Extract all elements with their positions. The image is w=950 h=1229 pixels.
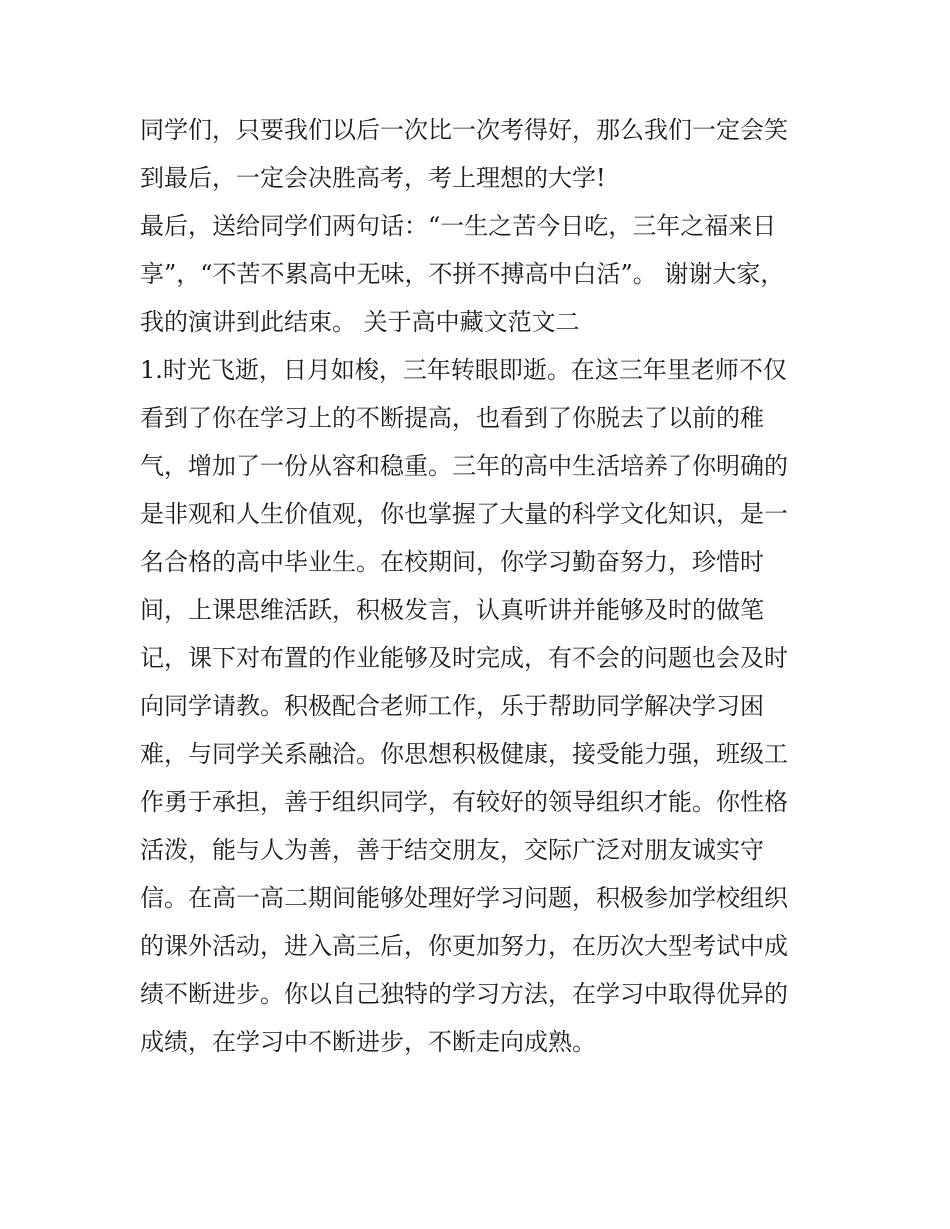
body-text — [140, 106, 830, 1066]
text-line: 同学们，只要我们以后一次比一次考得好，那么我们一定会笑 — [140, 116, 788, 144]
text-line: 记，课下对布置的作业能够及时完成，有不会的问题也会及时 — [140, 644, 788, 672]
text-line: 成绩，在学习中不断进步，不断走向成熟。 — [140, 1028, 596, 1056]
text-line: 名合格的高中毕业生。在校期间，你学习勤奋努力，珍惜时 — [140, 548, 764, 576]
text-line: 享”，“不苦不累高中无味，不拼不搏高中白活”。 谢谢大家， — [140, 260, 785, 288]
text-line: 活泼，能与人为善，善于结交朋友，交际广泛对朋友诚实守 — [140, 836, 764, 864]
text-line: 难，与同学关系融洽。你思想积极健康，接受能力强，班级工 — [140, 740, 788, 768]
text-line: 作勇于承担，善于组织同学，有较好的领导组织才能。你性格 — [140, 788, 788, 816]
text-line: 我的演讲到此结束。 关于高中藏文范文二 — [140, 308, 580, 336]
text-line: 的课外活动，进入高三后，你更加努力，在历次大型考试中成 — [140, 932, 788, 960]
text-line: 到最后，一定会决胜高考，考上理想的大学! — [140, 164, 606, 192]
text-line: 看到了你在学习上的不断提高，也看到了你脱去了以前的稚 — [140, 404, 764, 432]
text-line: 气，增加了一份从容和稳重。三年的高中生活培养了你明确的 — [140, 452, 788, 480]
text-line: 最后，送给同学们两句话：“一生之苦今日吃，三年之福来日 — [140, 212, 777, 240]
text-line: 信。在高一高二期间能够处理好学习问题，积极参加学校组织 — [140, 884, 788, 912]
text-line: 向同学请教。积极配合老师工作，乐于帮助同学解决学习困 — [140, 692, 764, 720]
text-line: 绩不断进步。你以自己独特的学习方法，在学习中取得优异的 — [140, 980, 788, 1008]
text-line: 是非观和人生价值观，你也掌握了大量的科学文化知识，是一 — [140, 500, 788, 528]
text-line: 间，上课思维活跃，积极发言，认真听讲并能够及时的做笔 — [140, 596, 764, 624]
text-line: 1.时光飞逝，日月如梭，三年转眼即逝。在这三年里老师不仅 — [140, 356, 787, 384]
